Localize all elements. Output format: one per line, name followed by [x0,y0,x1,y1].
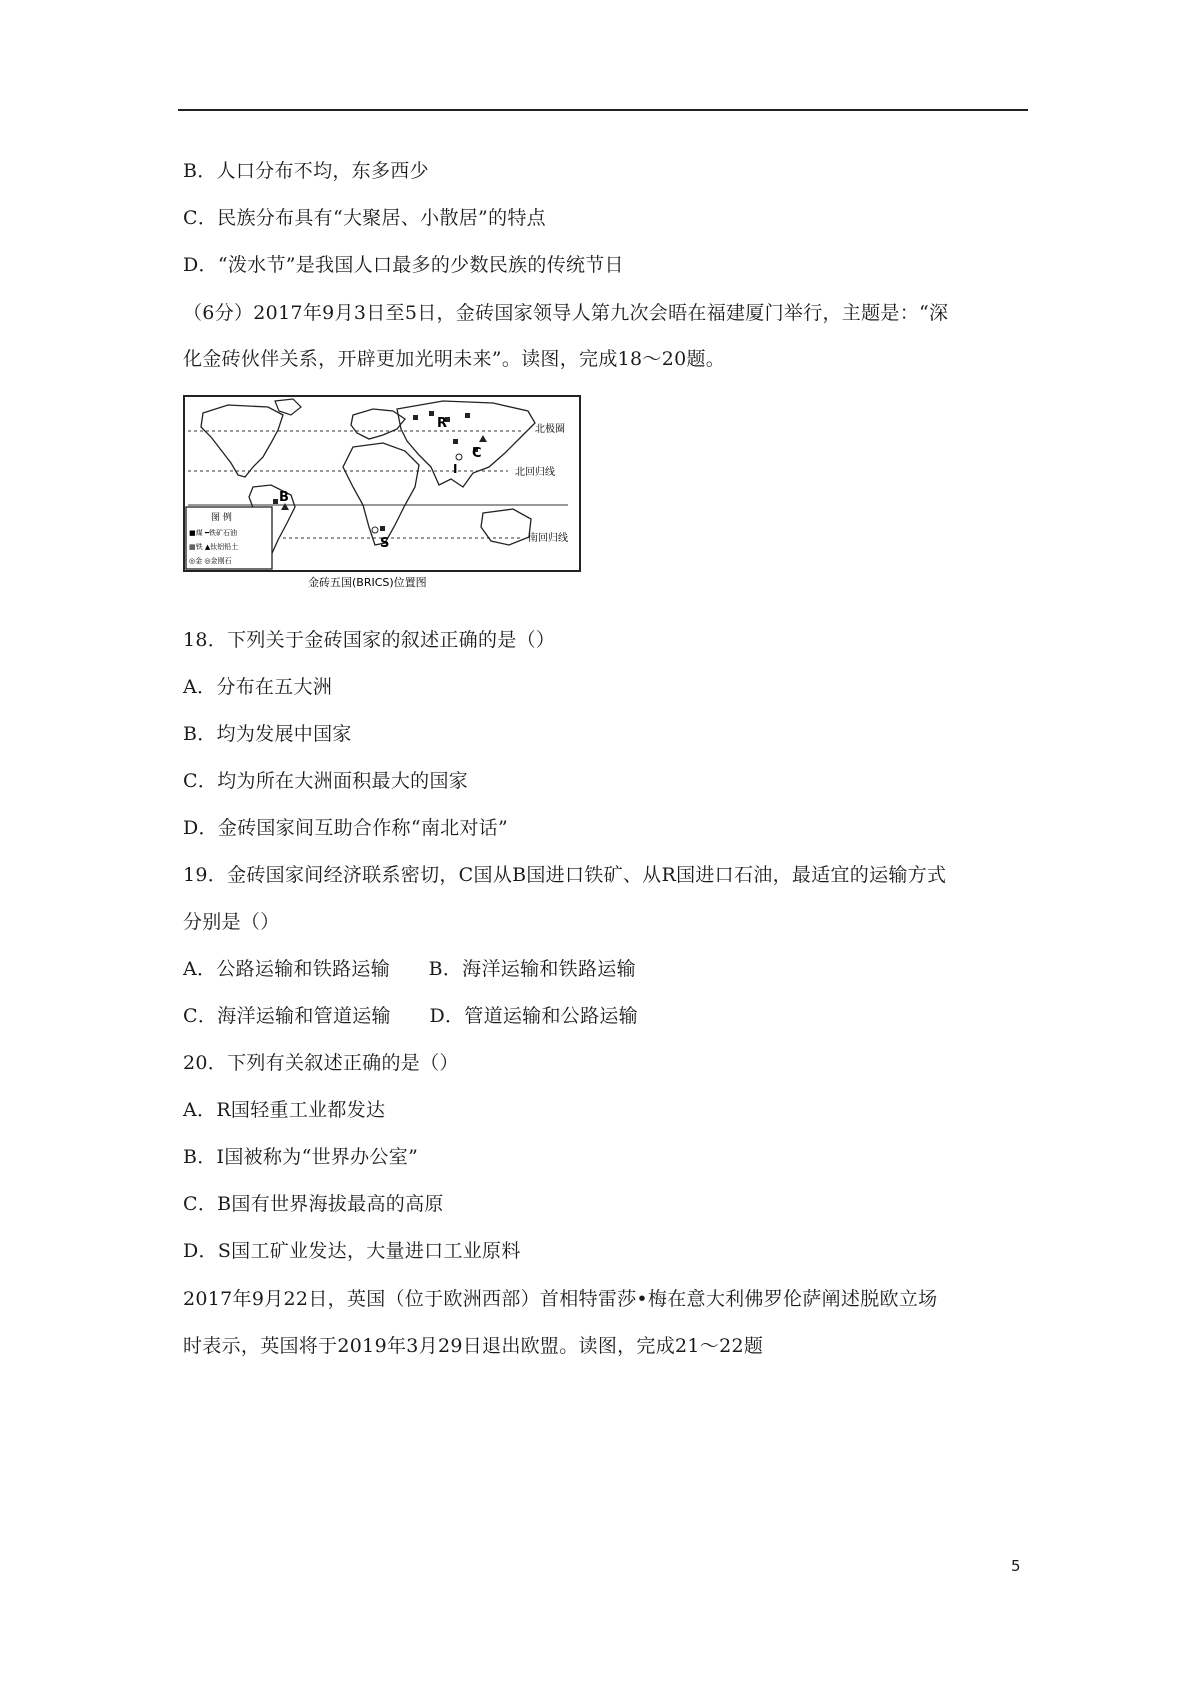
legend-row-1: ■煤 ━铁矿石油 [189,529,238,537]
country-label-i: I [453,462,458,476]
country-label-c: C [472,446,482,461]
legend-row-3: ◎金 ◎金刚石 [189,557,232,565]
map-symbol [380,526,385,531]
country-label-s: S [380,536,390,551]
option-d-previous: D．“泼水节”是我国人口最多的少数民族的传统节日 [183,254,624,276]
question-20-option-d: D．S国工矿业发达，大量进口工业原料 [183,1240,521,1262]
country-label-b: B [279,490,289,505]
brics-location-map [183,395,581,590]
tropic-cancer-label: 北回归线 [515,467,555,478]
question-18-option-b: B．均为发展中国家 [183,723,352,745]
next-intro-line-2: 时表示，英国将于2019年3月29日退出欧盟。读图，完成21～22题 [183,1335,764,1357]
arctic-circle-label: 北极圈 [535,424,565,435]
option-b-previous: B．人口分布不均，东多西少 [183,160,429,182]
header-rule [178,109,1028,111]
legend-title: 图 例 [211,513,232,523]
map-symbol [273,499,278,504]
section-intro-line-2: 化金砖伙伴关系，开辟更加光明未来”。读图，完成18～20题。 [183,348,726,370]
question-18-option-a: A．分布在五大洲 [183,676,333,698]
map-symbol [453,439,458,444]
question-19-options-cd: C．海洋运输和管道运输 D．管道运输和公路运输 [183,1005,638,1027]
question-19-options-ab: A．公路运输和铁路运输 B．海洋运输和铁路运输 [183,958,636,980]
tropic-capricorn-label: 南回归线 [528,533,568,544]
question-19-stem-line-1: 19．金砖国家间经济联系密切，C国从B国进口铁矿、从R国进口石油，最适宜的运输方式 [183,864,947,886]
question-19-stem-line-2: 分别是（） [183,911,280,933]
question-20-option-a: A．R国轻重工业都发达 [183,1099,386,1121]
section-intro-line-1: （6分）2017年9月3日至5日，金砖国家领导人第九次会晤在福建厦门举行，主题是：“深 [183,302,949,324]
question-20-stem: 20．下列有关叙述正确的是（） [183,1052,459,1074]
country-label-r: R [437,416,448,431]
page-number: 5 [1011,1557,1021,1575]
map-caption: 金砖五国(BRICS)位置图 [308,576,427,589]
question-18-option-d: D．金砖国家间互助合作称“南北对话” [183,817,509,839]
legend-row-2: ▦铁 ▲钛铝铅土 [189,543,239,551]
question-20-option-b: B．I国被称为“世界办公室” [183,1146,419,1168]
next-intro-line-1: 2017年9月22日，英国（位于欧洲西部）首相特雷莎•梅在意大利佛罗伦萨阐述脱欧立场 [183,1288,938,1310]
option-c-previous: C．民族分布具有“大聚居、小散居”的特点 [183,207,546,229]
map-symbol [413,415,418,420]
map-symbol [429,411,434,416]
question-18-stem: 18．下列关于金砖国家的叙述正确的是（） [183,629,556,651]
question-18-option-c: C．均为所在大洲面积最大的国家 [183,770,469,792]
map-symbol [465,413,470,418]
question-20-option-c: C．B国有世界海拔最高的高原 [183,1193,444,1215]
